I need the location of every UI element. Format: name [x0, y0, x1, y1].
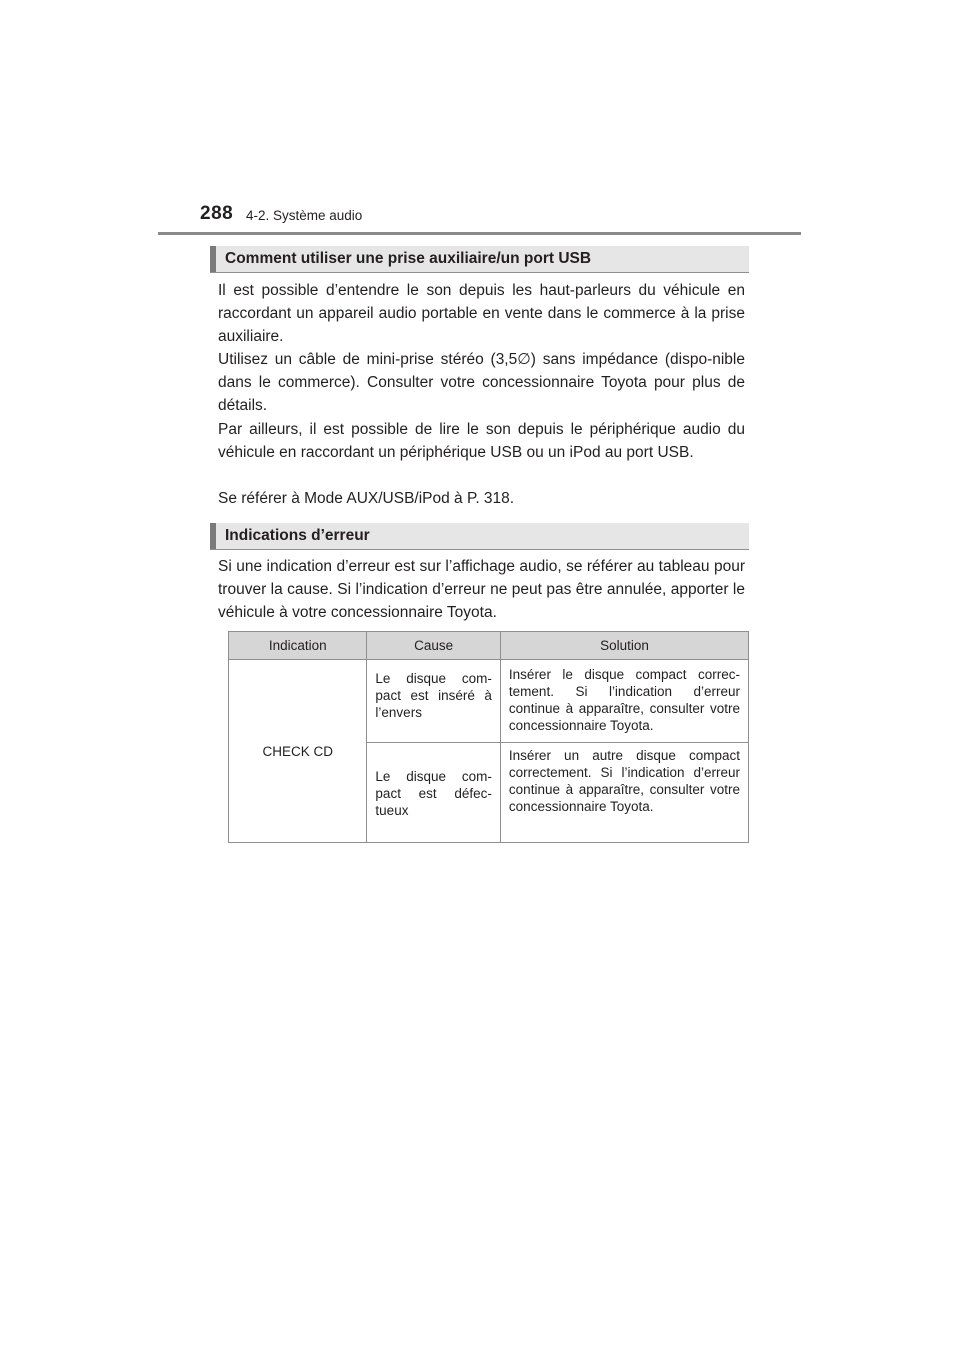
table-header-row — [229, 632, 749, 660]
error-table — [228, 631, 749, 843]
cause-text: Le disque com-pact est inséré à l’envers — [375, 671, 492, 720]
section-heading-label: Indications d’erreur — [225, 527, 370, 544]
indication-cell — [229, 660, 367, 843]
paragraph: Utilisez un câble de mini-prise stéréo (3,5∅) sans impédance (dispo-nible dans le commerce). Consulter votre concessionnaire Toyota pour plus de détails. — [218, 351, 745, 414]
table-row — [229, 660, 749, 743]
cause-cell — [367, 660, 501, 743]
column-header-indication: Indication — [229, 632, 367, 660]
indication-text: CHECK CD — [262, 743, 333, 759]
solution-text: Insérer un autre disque compact correctement. Si l’indication d’erreur continue à apparaître, consulter votre concessionnaire Toyota. — [508, 748, 740, 814]
section-heading-label: Comment utiliser une prise auxiliaire/un port USB — [225, 250, 592, 267]
solution-cell — [500, 743, 748, 843]
header-rule — [158, 232, 801, 235]
column-header-solution: Solution — [500, 632, 748, 660]
cause-cell — [367, 743, 501, 843]
solution-cell — [500, 660, 748, 743]
section-heading-aux-usb — [210, 246, 749, 273]
page-reference: Se référer à Mode AUX/USB/iPod à P. 318. — [218, 490, 515, 507]
paragraph: Par ailleurs, il est possible de lire le son depuis le périphérique audio du véhicule en raccordant un périphérique USB ou un iPod au port USB. — [218, 421, 745, 461]
section-reference: 4-2. Système audio — [246, 208, 363, 223]
paragraph: Il est possible d’entendre le son depuis les haut-parleurs du véhicule en raccordant un appareil audio portable en vente dans le commerce à la prise auxiliaire. — [218, 282, 745, 345]
cause-text: Le disque com-pact est défec-tueux — [375, 769, 492, 818]
page-number: 288 — [200, 203, 234, 224]
solution-text: Insérer le disque compact correc-tement. Si l’indication d’erreur continue à apparaître, consulter votre concessionnaire Toyota. — [508, 667, 740, 733]
column-header-cause: Cause — [367, 632, 501, 660]
section-heading-errors — [210, 523, 749, 550]
paragraph: Si une indication d’erreur est sur l’affichage audio, se référer au tableau pour trouver la cause. Si l’indication d’erreur ne peut pas être annulée, apporter le véhicule à votre concessionnaire Toyota. — [218, 558, 745, 621]
